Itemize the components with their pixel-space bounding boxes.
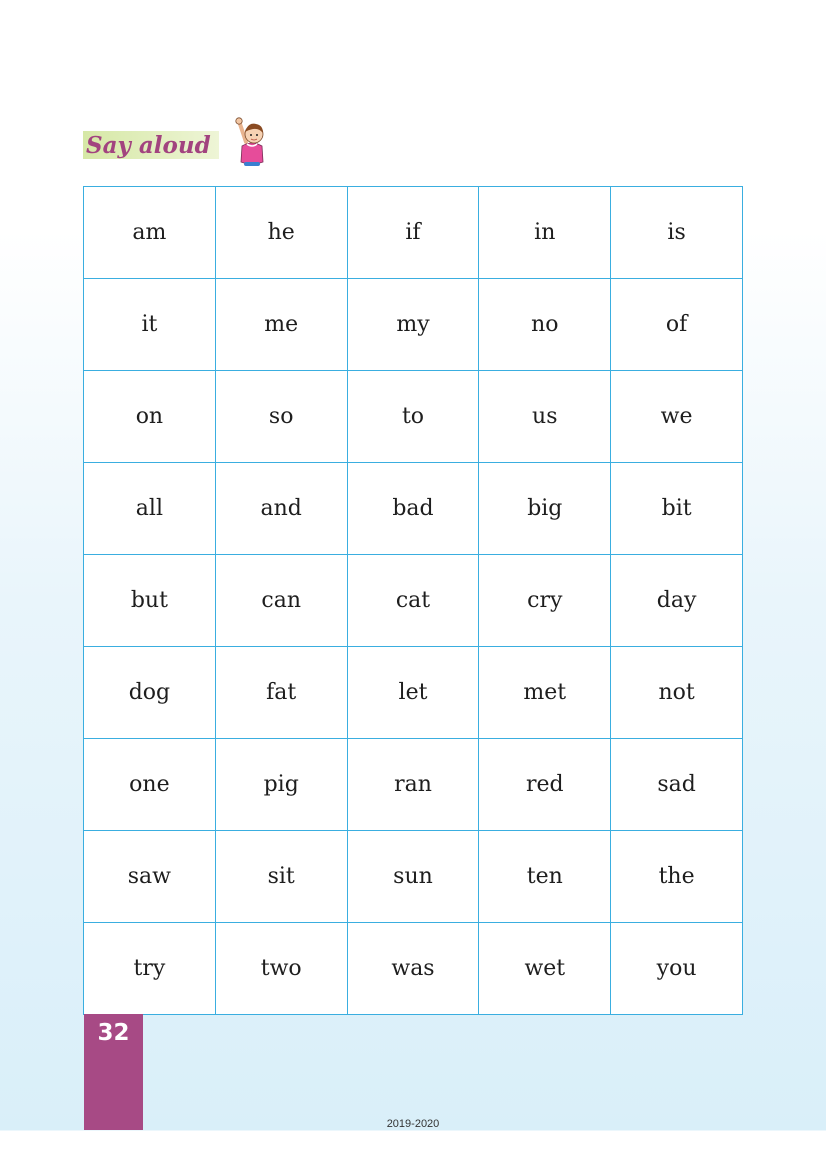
grid-row: [84, 371, 743, 463]
grid-word-cell: was: [347, 923, 479, 1015]
grid-word-cell: ran: [347, 739, 479, 831]
grid-word-cell: let: [347, 647, 479, 739]
grid-row: [84, 187, 743, 279]
grid-word-cell: sad: [611, 739, 743, 831]
grid-word-cell: we: [611, 371, 743, 463]
grid-word-cell: so: [215, 371, 347, 463]
grid-word-cell: not: [611, 647, 743, 739]
grid-word-cell: me: [215, 279, 347, 371]
grid-word-cell: you: [611, 923, 743, 1015]
grid-word-cell: two: [215, 923, 347, 1015]
grid-word-cell: red: [479, 739, 611, 831]
grid-word-cell: fat: [215, 647, 347, 739]
grid-word-cell: can: [215, 555, 347, 647]
grid-row: [84, 279, 743, 371]
academic-year: 2019-2020: [386, 1118, 440, 1130]
grid-row: [84, 555, 743, 647]
grid-row: [84, 739, 743, 831]
grid-word-cell: am: [84, 187, 216, 279]
page-number-tab: [84, 1014, 143, 1130]
grid-word-cell: all: [84, 463, 216, 555]
section-heading: Say aloud: [83, 131, 219, 159]
grid-word-cell: and: [215, 463, 347, 555]
grid-word-cell: of: [611, 279, 743, 371]
grid-word-cell: big: [479, 463, 611, 555]
grid-row: [84, 647, 743, 739]
grid-word-cell: saw: [84, 831, 216, 923]
grid-row: [84, 463, 743, 555]
grid-word-cell: if: [347, 187, 479, 279]
grid-word-cell: to: [347, 371, 479, 463]
grid-word-cell: cat: [347, 555, 479, 647]
child-raising-hand-icon: [232, 112, 272, 168]
grid-word-cell: us: [479, 371, 611, 463]
grid-word-cell: on: [84, 371, 216, 463]
grid-word-cell: met: [479, 647, 611, 739]
grid-word-cell: cry: [479, 555, 611, 647]
grid-word-cell: try: [84, 923, 216, 1015]
grid-word-cell: sit: [215, 831, 347, 923]
grid-word-cell: day: [611, 555, 743, 647]
grid-word-cell: my: [347, 279, 479, 371]
grid-word-cell: but: [84, 555, 216, 647]
grid-word-cell: is: [611, 187, 743, 279]
page-number: 32: [97, 1020, 130, 1046]
grid-word-cell: pig: [215, 739, 347, 831]
grid-word-cell: wet: [479, 923, 611, 1015]
grid-word-cell: no: [479, 279, 611, 371]
grid-word-cell: bit: [611, 463, 743, 555]
grid-word-cell: in: [479, 187, 611, 279]
grid-word-cell: one: [84, 739, 216, 831]
grid-word-cell: he: [215, 187, 347, 279]
grid-word-cell: ten: [479, 831, 611, 923]
grid-word-cell: the: [611, 831, 743, 923]
grid-row: [84, 831, 743, 923]
grid-word-cell: it: [84, 279, 216, 371]
grid-word-cell: dog: [84, 647, 216, 739]
grid-word-cell: bad: [347, 463, 479, 555]
word-grid: [83, 186, 743, 1015]
grid-word-cell: sun: [347, 831, 479, 923]
grid-row: [84, 923, 743, 1015]
